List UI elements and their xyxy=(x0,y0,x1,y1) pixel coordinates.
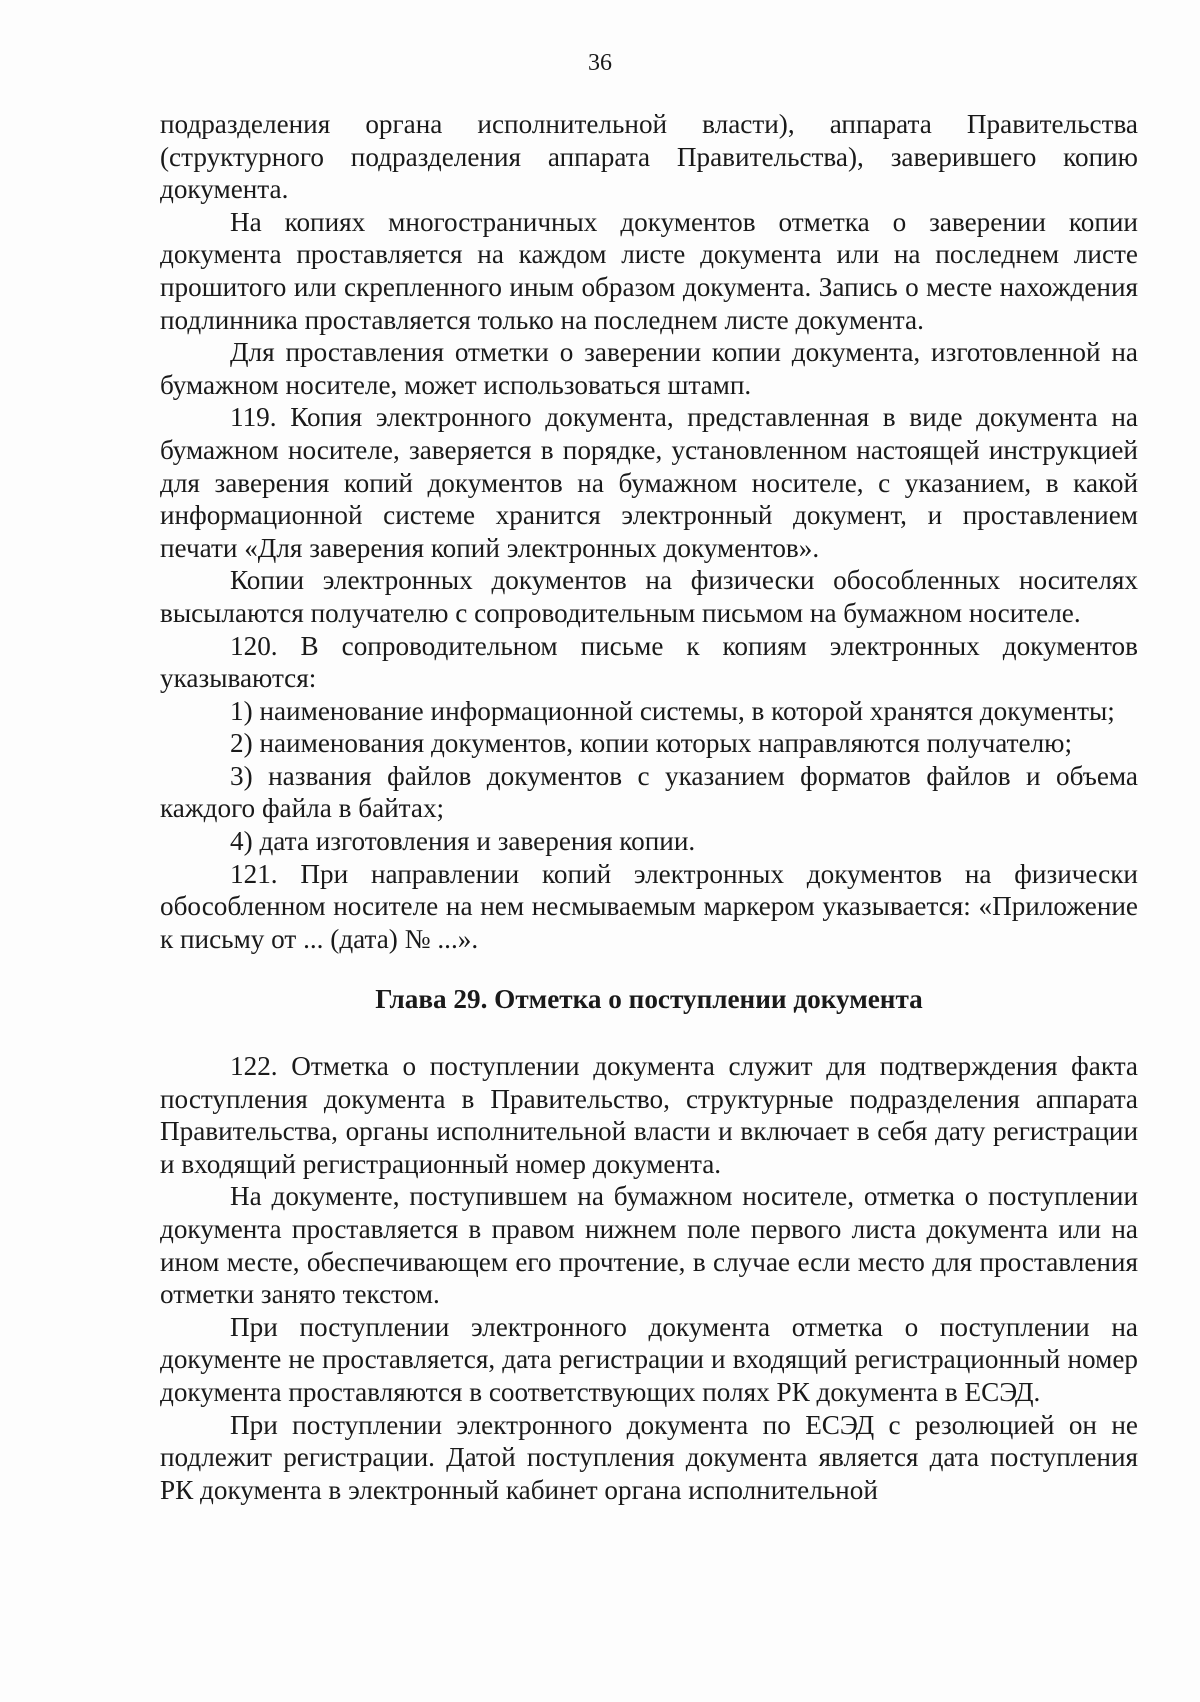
document-body xyxy=(160,108,1138,1506)
list-item-2: 2) наименования документов, копии которых направляются получателю; xyxy=(230,728,1073,759)
paragraph-electronic-receipt: При поступлении электронного документа отметка о поступлении на документе не проставляется, дата регистрации и входящий регистрационный номер документа проставляются в соответствующих полях РК документа в ЕСЭД. xyxy=(160,1311,1138,1407)
paragraph-120: 120. В сопроводительном письме к копиям электронных документов указываются: xyxy=(160,630,1138,694)
list-item-4: 4) дата изготовления и заверения копии. xyxy=(230,826,696,857)
paragraph-multipage-copies: На копиях многостраничных документов отметка о заверении копии документа проставляется на каждом листе документа или на последнем листе прошитого или скрепленного иным образом документа. Запись о месте нахождения подлинника проставляется только на последнем листе документа. xyxy=(160,206,1138,335)
paragraph-121: 121. При направлении копий электронных документов на физически обособленном носителе на нем несмываемым маркером указывается: «Приложение к письму от ... (дата) № ...». xyxy=(160,858,1138,954)
paragraph-122: 122. Отметка о поступлении документа служит для подтверждения факта поступления документа в Правительство, структурные подразделения аппарата Правительства, органы исполнительной власти и включает в себя дату регистрации и входящий регистрационный номер документа. xyxy=(160,1051,1138,1179)
paragraph-paper-receipt: На документе, поступившем на бумажном носителе, отметка о поступлении документа проставляется в правом нижнем поле первого листа документа или на ином месте, обеспечивающем его прочтение, в случае если место для проставления отметки занято текстом. xyxy=(160,1181,1138,1310)
paragraph-resolution: При поступлении электронного документа по ЕСЭД с резолюцией он не подлежит регистрации. Датой поступления документа является дата поступления РК документа в электронный кабинет органа исполнительной xyxy=(160,1409,1138,1505)
page-number: 36 xyxy=(588,50,612,76)
paragraph-continuation: подразделения органа исполнительной власти), аппарата Правительства (структурного подразделения аппарата Правительства), заверившего копию документа. xyxy=(160,109,1138,205)
list-item-3: 3) названия файлов документов с указанием форматов файлов и объема каждого файла в байтах; xyxy=(160,760,1138,824)
paragraph-physical-media: Копии электронных документов на физически обособленных носителях высылаются получателю с сопроводительным письмом на бумажном носителе. xyxy=(160,565,1138,628)
list-item-1: 1) наименование информационной системы, в которой хранятся документы; xyxy=(230,695,1115,726)
chapter-heading: Глава 29. Отметка о поступлении документа xyxy=(375,984,923,1015)
paragraph-119: 119. Копия электронного документа, представленная в виде документа на бумажном носителе, заверяется в порядке, установленном настоящей инструкцией для заверения копий документов на бумажном носителе, с указанием, в какой информационной системе хранится электронный документ, и проставлением печати «Для заверения копий электронных документов». xyxy=(160,402,1138,563)
paragraph-stamp: Для проставления отметки о заверении копии документа, изготовленной на бумажном носителе, может использоваться штамп. xyxy=(160,337,1138,400)
